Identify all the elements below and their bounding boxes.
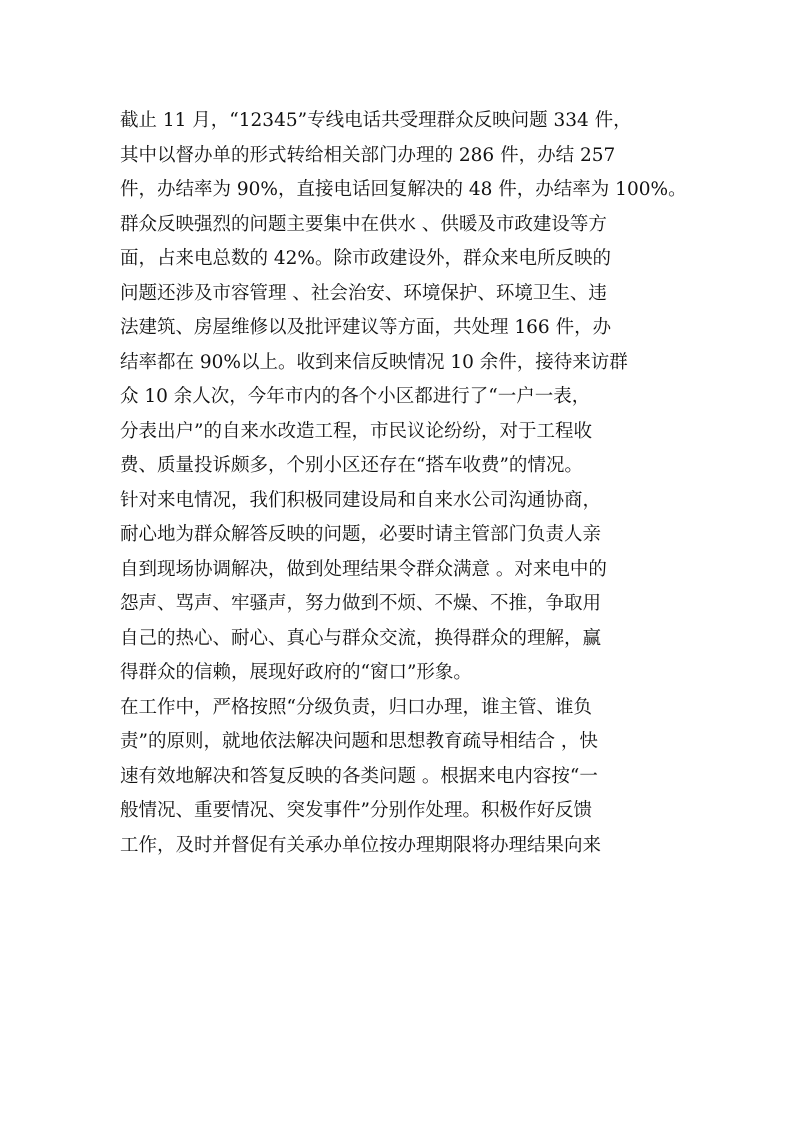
text-line: 面，占来电总数的 42%。除市政建设外，群众来电所反映的 (120, 248, 612, 269)
text-line: 般情况、重要情况、突发事件”分别作处理。积极作好反馈 (120, 800, 592, 821)
text-line: 分表出户”的自来水改造工程，市民议论纷纷，对于工程收 (120, 420, 592, 442)
text-line: 结率都在 90%以上。收到来信反映情况 10 余件，接待来访群 (120, 351, 628, 373)
text-line: 自己的热心、耐心、真心与群众交流，换得群众的理解，赢 (120, 627, 602, 649)
text-line: 众 10 余人次，今年市内的各个小区都进行了“一户一表， (120, 386, 591, 407)
text-line: 其中以督办单的形式转给相关部门办理的 286 件，办结 257 (120, 144, 616, 166)
body-text (120, 104, 690, 863)
text-line: 速有效地解决和答复反映的各类问题 。根据来电内容按“一 (120, 765, 598, 787)
text-line: 问题还涉及市容管理 、社会治安、环境保护、环境卫生、违 (120, 282, 607, 304)
text-line: 得群众的信赖，展现好政府的“窗口”形象。 (120, 662, 472, 683)
text-line: 自到现场协调解决，做到处理结果令群众满意 。对来电中的 (120, 558, 607, 580)
text-line: 工作，及时并督促有关承办单位按办理期限将办理结果向来 (120, 834, 602, 856)
text-line: 群众反映强烈的问题主要集中在供水 、供暖及市政建设等方 (120, 213, 607, 235)
text-line: 耐心地为群众解答反映的问题，必要时请主管部门负责人亲 (120, 524, 602, 545)
text-line: 费、质量投诉颇多，个别小区还存在“搭车收费”的情况。 (120, 455, 583, 476)
text-line: 针对来电情况，我们积极同建设局和自来水公司沟通协商， (120, 489, 602, 511)
text-line: 在工作中，严格按照“分级负责，归口办理，谁主管、谁负 (120, 696, 592, 718)
text-line: 截止 11 月，“12345”专线电话共受理群众反映问题 334 件， (120, 110, 632, 131)
text-line: 法建筑、房屋维修以及批评建议等方面，共处理 166 件，办 (120, 317, 612, 338)
text-line: 责”的原则，就地依法解决问题和思想教育疏导相结合 ，快 (120, 731, 598, 752)
text-line: 件，办结率为 90%，直接电话回复解决的 48 件，办结率为 100%。 (120, 179, 687, 200)
text-line: 怨声、骂声、牢骚声，努力做到不烦、不燥、不推，争取用 (120, 593, 602, 614)
